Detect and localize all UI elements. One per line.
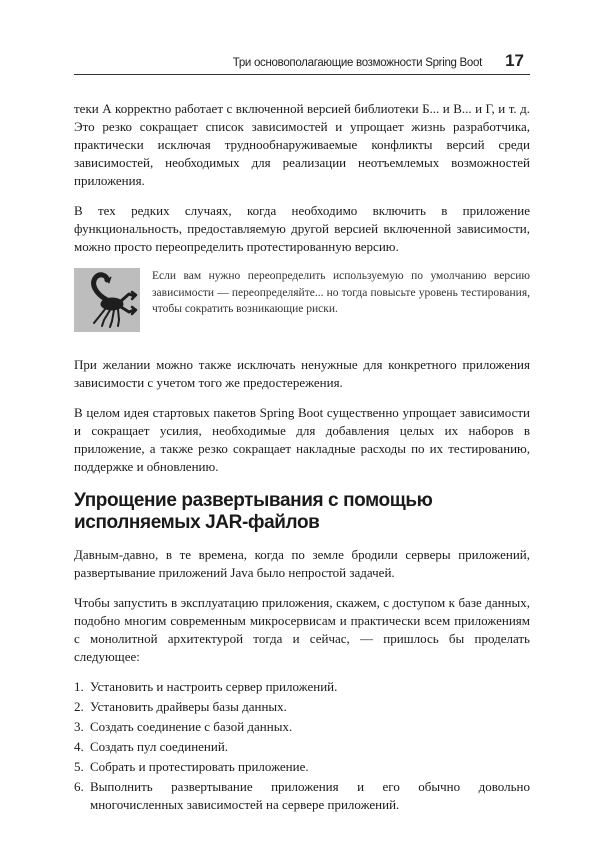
list-item-number: 1. <box>74 679 84 694</box>
warning-note <box>74 268 530 342</box>
list-item <box>74 698 530 716</box>
page-number: 17 <box>505 51 524 70</box>
list-item-number: 6. <box>74 779 84 794</box>
paragraph: Чтобы запустить в эксплуатацию приложения, скажем, с доступом к базе данных, подобно многим современным микросервисам и практически всем приложениям с монолитной архитектурой тогда и сейчас, — пришлось бы проделать следующее: <box>74 595 530 664</box>
running-header-title: Три основополагающие возможности Spring Boot <box>232 57 482 69</box>
list-item-text: Собрать и протестировать приложение. <box>90 759 309 774</box>
list-item-number: 2. <box>74 699 84 714</box>
deployment-steps-list <box>74 678 530 814</box>
list-item-text: Создать пул соединений. <box>90 739 229 754</box>
paragraph: В тех редких случаях, когда необходимо включить в приложение функциональность, предоставляемую другой версией включенной зависимости, можно просто переопределить протестированную версию. <box>74 203 530 254</box>
list-item <box>74 758 530 776</box>
paragraph: теки А корректно работает с включенной версией библиотеки Б... и В... и Г, и т. д. Это резко сокращает список зависимостей и упрощает жизнь разработчика, практически исключая трудноoбнаруживаемые конфликты версий среди зависимостей, необходимых для реализации неотъемлемых возможностей приложения. <box>74 101 530 188</box>
list-item-number: 3. <box>74 719 84 734</box>
list-item-number: 5. <box>74 759 84 774</box>
paragraph: Давным-давно, в те времена, когда по земле бродили серверы приложений, развертывание приложений Java было непростой задачей. <box>74 547 530 580</box>
list-item-text: Установить и настроить сервер приложений. <box>90 679 338 694</box>
section-heading: Упрощение развертывания с помощью исполняемых JAR-файлов <box>74 490 433 533</box>
list-item-text: Установить драйверы базы данных. <box>90 699 287 714</box>
list-item <box>74 738 530 756</box>
list-item <box>74 778 530 814</box>
running-header <box>74 50 530 74</box>
list-item <box>74 718 530 736</box>
header-rule <box>74 74 530 75</box>
list-item <box>74 678 530 696</box>
page-body <box>74 100 530 816</box>
list-item-number: 4. <box>74 739 84 754</box>
list-item-text: Создать соединение с базой данных. <box>90 719 293 734</box>
scorpion-icon <box>74 268 140 332</box>
paragraph: В целом идея стартовых пакетов Spring Boot существенно упрощает зависимости и сокращает усилия, необходимые для добавления целых их наборов в приложение, а также резко сокращает накладные расходы по их тестированию, поддержке и обновлению. <box>74 405 530 474</box>
list-item-text: Выполнить развертывание приложения и его обычно довольно многочисленных зависимостей на сервере приложений. <box>90 779 530 812</box>
note-text: Если вам нужно переопределить используемую по умолчанию версию зависимости — переопределяйте... но тогда повысьте уровень тестирования, чтобы сократить возникающие риски. <box>152 270 530 315</box>
paragraph: При желании можно также исключать ненужные для конкретного приложения зависимости с учетом того же предостережения. <box>74 357 530 390</box>
